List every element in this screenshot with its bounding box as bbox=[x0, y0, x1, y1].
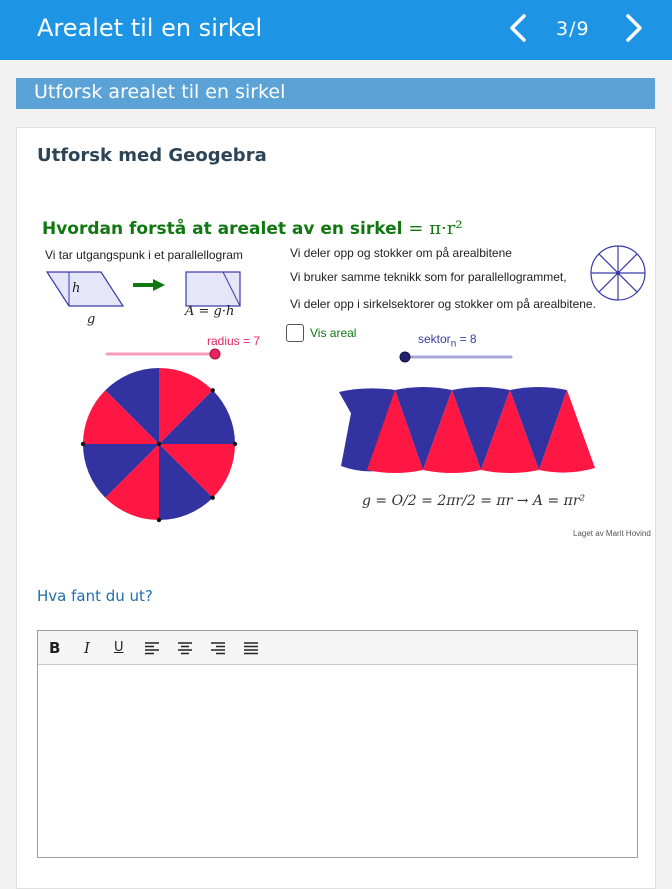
credit-text: Laget av Marit Hovind bbox=[573, 529, 651, 538]
bottom-formula: g = O/2 = 2πr/2 = πr → A = πr² bbox=[362, 493, 586, 509]
geogebra-heading-text: Hvordan forstå at arealet av en sirkel bbox=[42, 219, 403, 239]
info-line-2: Vi bruker samme teknikk som for parallellogrammet, bbox=[290, 270, 567, 284]
arrow-right-icon bbox=[133, 279, 165, 291]
rearranged-sectors bbox=[335, 384, 605, 479]
sector-slider-handle[interactable] bbox=[400, 352, 410, 362]
radius-slider-handle[interactable] bbox=[210, 349, 220, 359]
page-counter: 3/9 bbox=[556, 18, 590, 40]
answer-editor bbox=[37, 630, 638, 858]
italic-button[interactable]: I bbox=[84, 639, 90, 657]
sector-slider[interactable] bbox=[399, 349, 515, 365]
card-title: Utforsk med Geogebra bbox=[37, 145, 267, 166]
align-right-icon[interactable] bbox=[210, 641, 226, 659]
info-line-3: Vi deler opp i sirkelsektorer og stokker om på arealbitene. bbox=[290, 297, 596, 311]
radius-label: radius = 7 bbox=[207, 334, 261, 348]
chevron-right-icon[interactable] bbox=[622, 10, 646, 53]
geogebra-heading-formula: = π·r² bbox=[408, 218, 463, 239]
label-h: h bbox=[72, 281, 81, 296]
section-title: Utforsk arealet til en sirkel bbox=[34, 81, 286, 103]
bold-button[interactable]: B bbox=[49, 639, 61, 657]
lesson-title: Arealet til en sirkel bbox=[37, 14, 263, 42]
show-area-checkbox[interactable] bbox=[286, 324, 304, 342]
info-line-1: Vi deler opp og stokker om på arealbitene bbox=[290, 246, 512, 260]
sector-label-text: sektor bbox=[418, 332, 451, 346]
content-card bbox=[16, 127, 656, 889]
sector-circle-icon bbox=[589, 244, 647, 302]
justify-icon[interactable] bbox=[243, 641, 259, 659]
label-g: g bbox=[87, 312, 96, 326]
geogebra-heading bbox=[42, 218, 463, 239]
chevron-left-icon[interactable] bbox=[506, 10, 530, 53]
underline-button[interactable]: U bbox=[114, 640, 124, 655]
section-heading bbox=[16, 78, 655, 109]
sector-label bbox=[418, 332, 477, 349]
parallelogram-text: Vi tar utgangspunk i et parallellogram bbox=[45, 248, 243, 262]
question-label: Hva fant du ut? bbox=[37, 587, 153, 605]
editor-toolbar bbox=[38, 631, 637, 665]
checkbox-label: Vis areal bbox=[310, 326, 357, 340]
header-bar bbox=[0, 0, 672, 60]
align-center-icon[interactable] bbox=[177, 641, 193, 659]
sector-label-value: = 8 bbox=[459, 332, 477, 346]
area-formula-label: A = g·h bbox=[185, 304, 235, 319]
sector-label-subscript: n bbox=[450, 338, 457, 350]
sector-circle bbox=[79, 364, 239, 524]
radius-slider[interactable] bbox=[103, 346, 233, 362]
answer-textarea[interactable] bbox=[38, 665, 637, 857]
align-left-icon[interactable] bbox=[144, 641, 160, 659]
